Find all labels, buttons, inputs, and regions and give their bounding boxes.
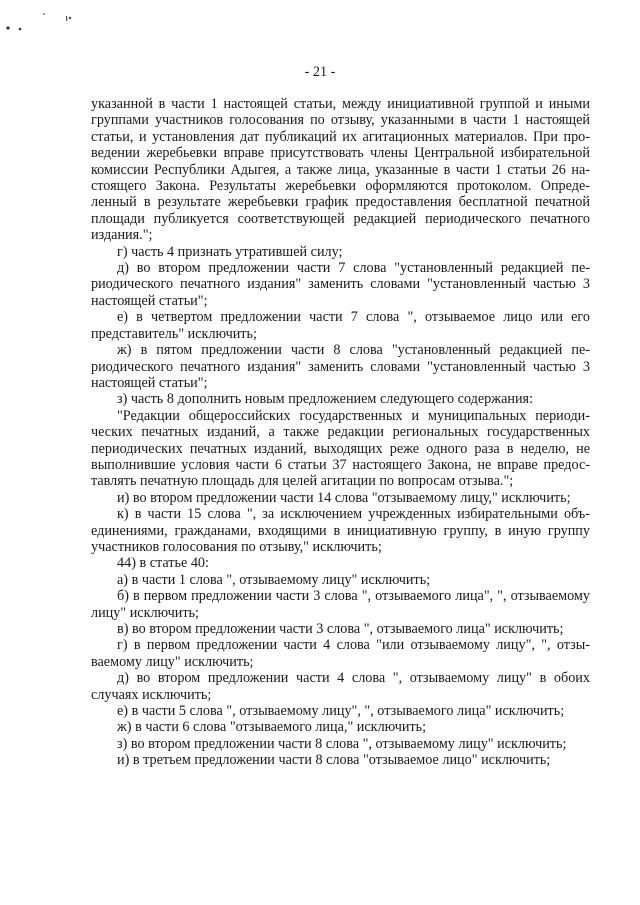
paragraph: указанной в части 1 настоящей статьи, между инициативной группой и иными группами участников голосования по отзыву, указанными в части 1 настоящей статьи, и установления дат публикаций их агитационных материалов. При проведении жеребьевки вправе присутствовать члены Центральной избирательной комиссии Республики Адыгея, а также лица, указанные в части 1 статьи 26 настоящего Закона. Результаты жеребьевки оформляются протоколом. Определенный в результате жеребьевки график предоставления бесплатной печатной площади публикуется соответствующей редакцией периодического печатного издания."; (91, 96, 590, 244)
paragraph: ж) в пятом предложении части 8 слова "установленный редакцией периодического печатного издания" заменить словами "установленный частью 3 настоящей статьи"; (91, 342, 590, 391)
paragraph: б) в первом предложении части 3 слова ", отзываемого лица", ", отзываемому лицу" исключить; (91, 588, 590, 621)
paragraph: е) в части 5 слова ", отзываемому лицу", ", отзываемого лица" исключить; (117, 703, 565, 720)
paragraph: и) в третьем предложении части 8 слова "отзываемое лицо" исключить; (117, 752, 551, 769)
paragraph: д) во втором предложении части 7 слова "установленный редакцией периодического печатного издания" заменить словами "установленный частью 3 настоящей статьи"; (91, 260, 590, 309)
paragraph: в) во втором предложении части 3 слова ", отзываемого лица" исключить; (117, 621, 564, 637)
paragraph: з) часть 8 дополнить новым предложением следующего содержания: (117, 391, 534, 408)
scan-specks (0, 0, 120, 40)
paragraph: 44) в статье 40: (117, 555, 209, 572)
paragraph: д) во втором предложении части 4 слова ", отзываемому лицу" в обоих случаях исключить; (91, 670, 590, 703)
paragraph: к) в части 15 слова ", за исключением учрежденных избирательными объединениями, гражданами, входящими в инициативную группу, в иную группу участников голосования по отзыву," исключить; (91, 506, 590, 555)
paragraph: "Редакции общероссийских государственных и муниципальных периодических печатных изданий, а также редакции региональных государственных периодических печатных изданий, выходящих реже одного раза в неделю, не выполнившие условия части 6 статьи 37 настоящего Закона, не вправе предоставлять печатную площадь для целей агитации по вопросам отзыва."; (91, 407, 590, 490)
paragraph: ж) в части 6 слова "отзываемого лица," исключить; (117, 719, 427, 736)
paragraph: а) в части 1 слова ", отзываемому лицу" исключить; (117, 571, 431, 588)
paragraph: з) во втором предложении части 8 слова ", отзываемому лицу" исключить; (117, 735, 567, 752)
paragraph: е) в четвертом предложении части 7 слова ", отзываемое лицо или его представитель" исключить; (91, 309, 590, 342)
paragraph: г) в первом предложении части 4 слова "или отзываемому лицу", ", отзываемому лицу" исключить; (91, 637, 590, 670)
page-number: - 21 - (304, 64, 336, 80)
paragraph: и) во втором предложении части 14 слова "отзываемому лицу," исключить; (117, 489, 571, 506)
body-text (91, 96, 590, 769)
paragraph: г) часть 4 признать утратившей силу; (117, 243, 343, 260)
